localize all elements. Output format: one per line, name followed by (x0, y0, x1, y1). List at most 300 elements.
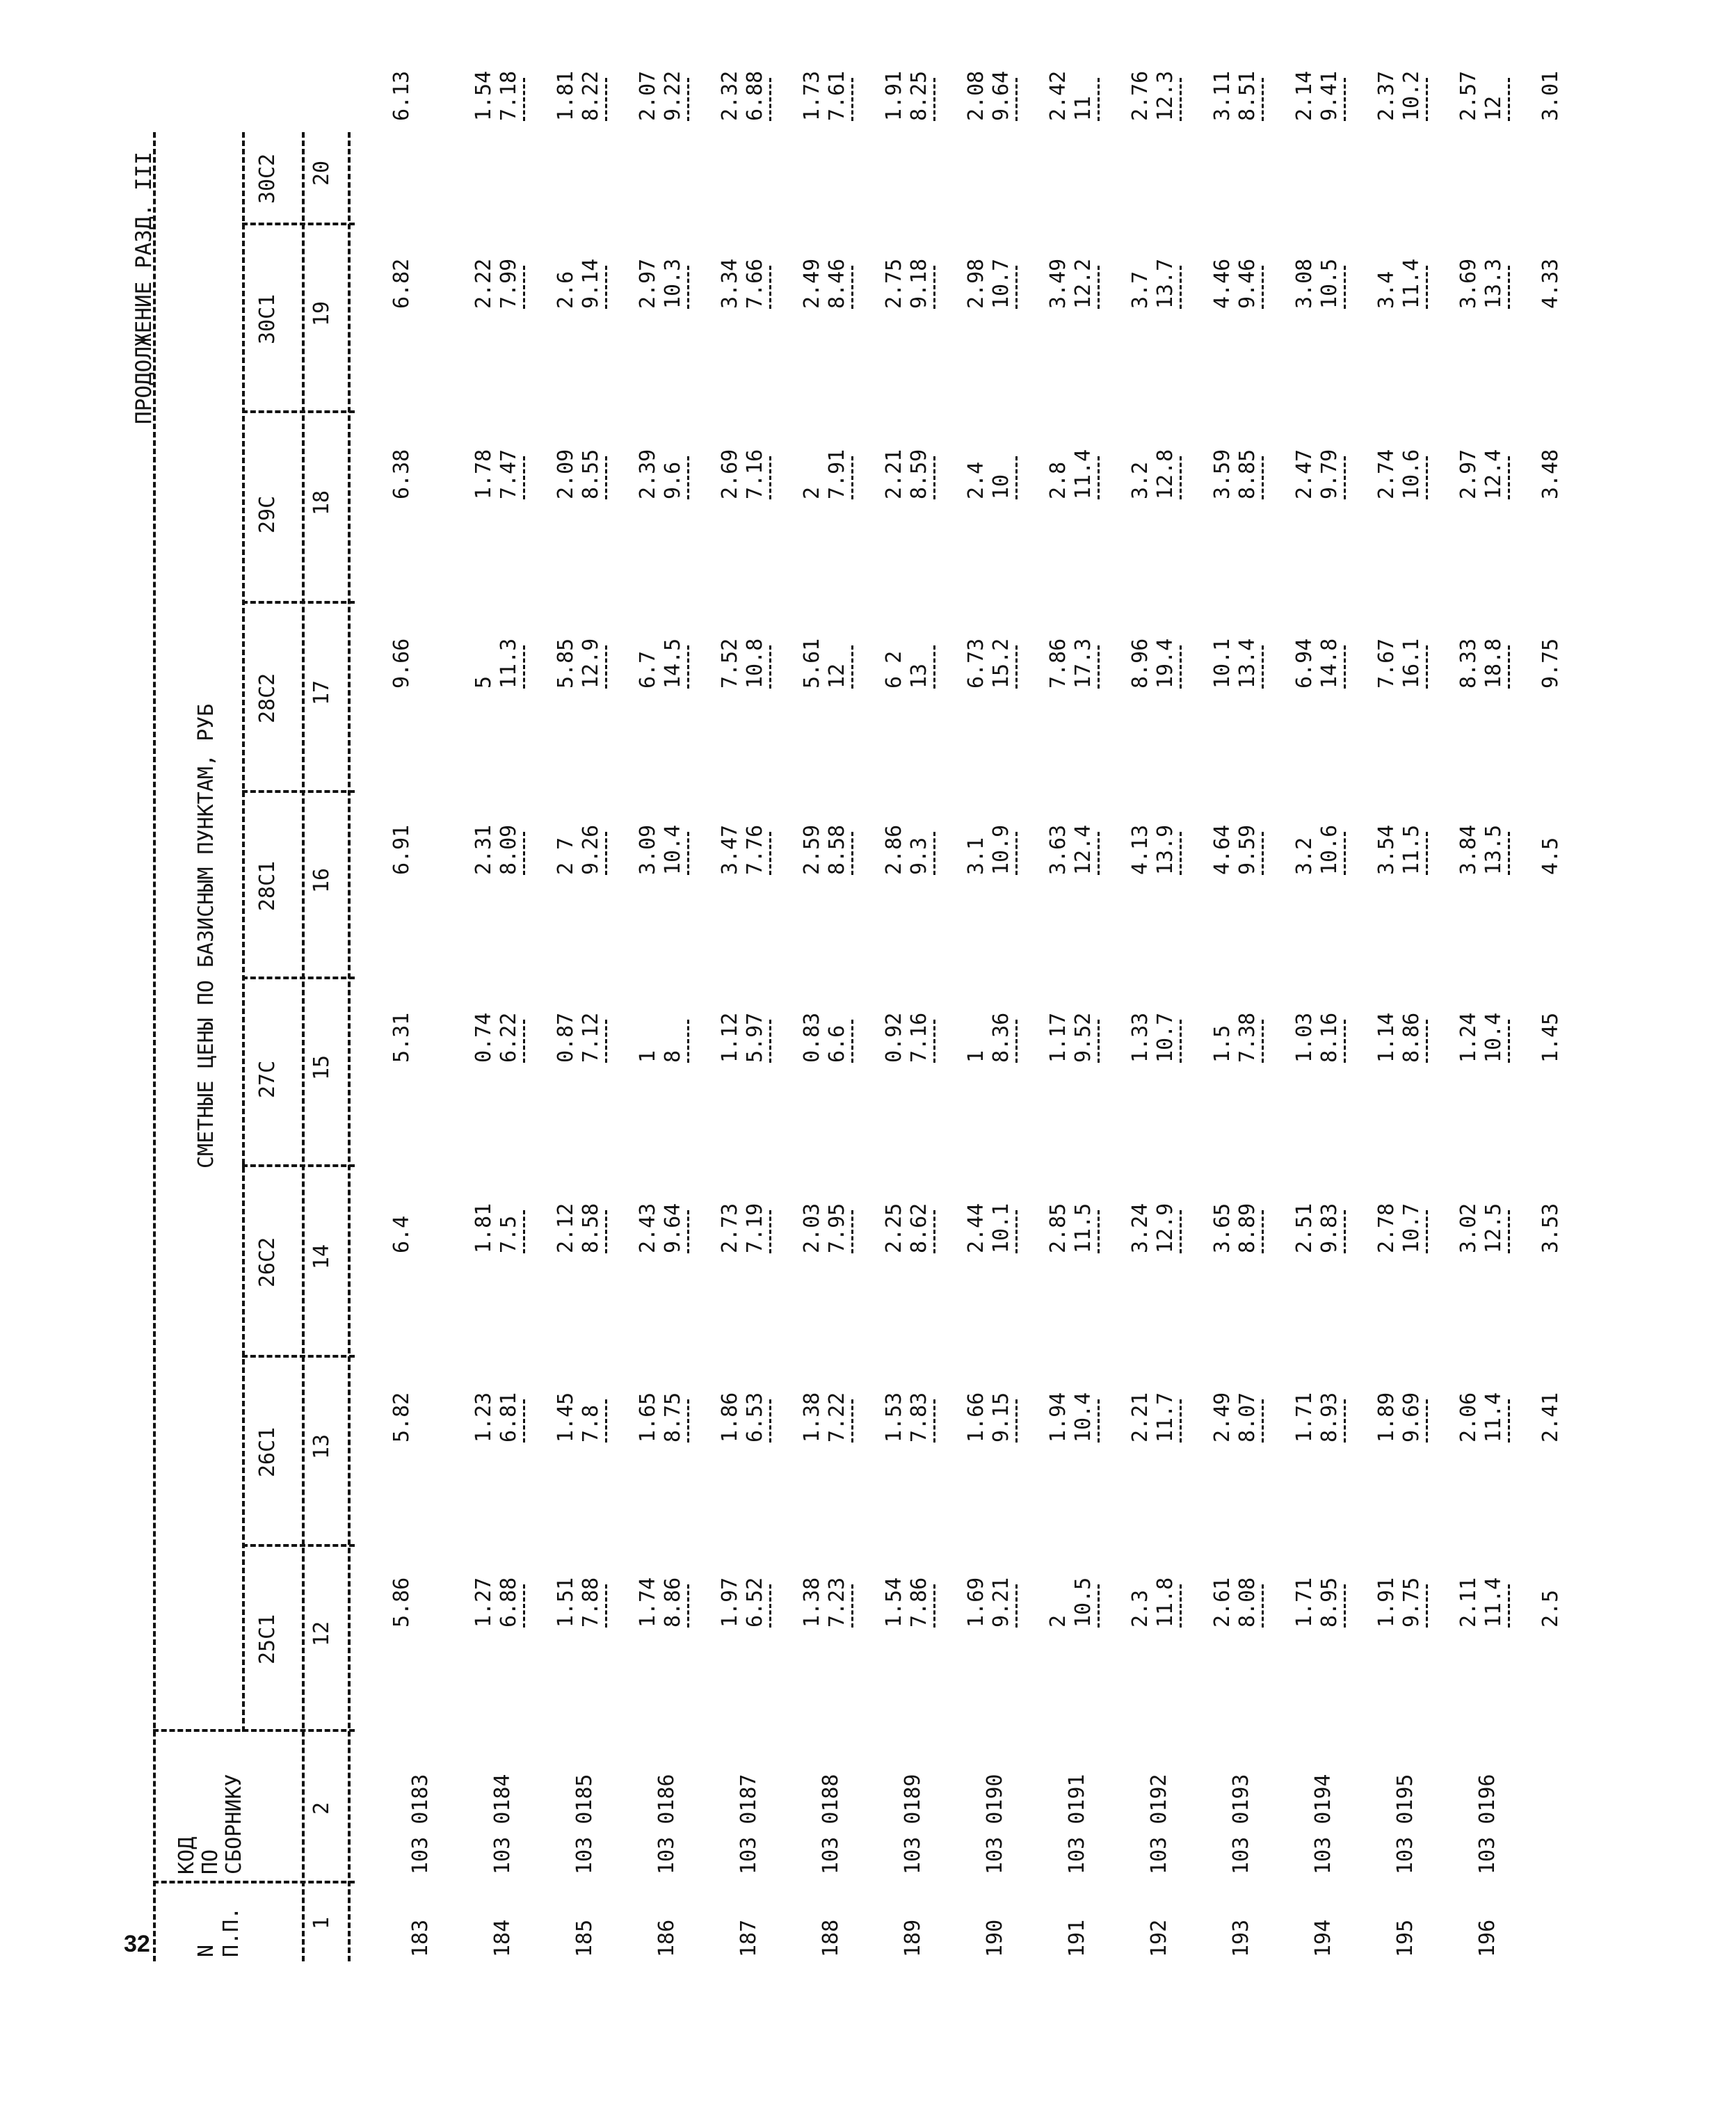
row-separator (1015, 645, 1018, 689)
sep-col (242, 1164, 355, 1167)
price-top: 3.34 (718, 258, 742, 309)
price-bottom: 8.07 (1235, 1392, 1260, 1443)
price-bottom: 8.75 (661, 1392, 685, 1443)
header-column: 28С1 (255, 860, 280, 911)
price-top: 1.89 (1374, 1392, 1399, 1443)
price-top: 0.87 (554, 1012, 578, 1063)
price-top: 3.84 (1456, 824, 1481, 875)
price-cell (1456, 1392, 1512, 1443)
price-bottom: 11.5 (1399, 824, 1424, 875)
price-cell (636, 1392, 691, 1443)
price-value (964, 1203, 1020, 1253)
price-top: 2.73 (718, 1203, 742, 1253)
row-number: 188 (819, 1919, 843, 1957)
price-bottom: 12.9 (579, 638, 603, 689)
row-separator (1344, 645, 1346, 689)
price-value (554, 638, 609, 689)
price-top: 9.66 (389, 638, 414, 689)
row-separator (1344, 1020, 1346, 1063)
price-value (718, 1203, 773, 1253)
price-value (1128, 71, 1184, 121)
row-separator (769, 645, 771, 689)
price-cell (1292, 449, 1348, 499)
row-number: 191 (1065, 1919, 1089, 1957)
row-separator (1344, 456, 1346, 499)
price-value (800, 449, 855, 499)
price-top: 1.91 (882, 70, 906, 121)
row-separator (687, 1020, 689, 1063)
price-bottom: 9.14 (579, 258, 603, 309)
price-value (1128, 449, 1184, 499)
column-number: 19 (310, 300, 334, 326)
price-value (554, 1577, 609, 1628)
price-top: 3.59 (1210, 449, 1235, 499)
price-top: 2.21 (882, 449, 906, 499)
price-cell (1046, 638, 1102, 689)
row-separator (1508, 266, 1510, 309)
price-value (1128, 1392, 1184, 1443)
row-separator (1426, 1020, 1428, 1063)
sep-col (242, 977, 355, 979)
price-cell (472, 449, 527, 499)
price-top: 2.86 (882, 824, 906, 875)
price-bottom: 7.66 (743, 258, 767, 309)
row-separator (1426, 456, 1428, 499)
price-value (964, 1577, 1020, 1628)
price-bottom: 7.76 (743, 824, 767, 875)
price-bottom: 12.2 (1071, 258, 1095, 309)
header-code: СБОРНИКУ (222, 1774, 246, 1874)
price-cell (964, 1577, 1020, 1628)
price-top: 1.23 (472, 1392, 496, 1443)
price-value (718, 1392, 773, 1443)
price-value (800, 259, 855, 309)
price-bottom: 17.3 (1071, 638, 1095, 689)
price-value (1374, 1392, 1430, 1443)
group-rule (242, 132, 245, 1732)
row-separator (769, 1020, 771, 1063)
price-bottom: 11 (1071, 95, 1095, 121)
price-value (882, 449, 938, 499)
price-bottom: 7.83 (907, 1392, 931, 1443)
row-separator (523, 645, 525, 689)
price-value (636, 1392, 691, 1443)
price-cell (1538, 837, 1564, 875)
row-separator (605, 1399, 607, 1443)
row-separator (1015, 78, 1018, 121)
price-bottom: 9.21 (989, 1577, 1013, 1628)
price-top: 1.45 (554, 1392, 578, 1443)
price-cell (800, 1577, 855, 1628)
row-code: 103 0190 (983, 1774, 1007, 1874)
price-bottom: 9.41 (1317, 70, 1342, 121)
price-cell (964, 638, 1020, 689)
price-bottom: 10.4 (1071, 1392, 1095, 1443)
row-number: 184 (490, 1919, 515, 1957)
price-top: 2.69 (718, 449, 742, 499)
price-value (1210, 638, 1266, 689)
price-top: 1 (964, 1050, 988, 1063)
price-value (1456, 1392, 1512, 1443)
price-bottom: 8.51 (1235, 70, 1260, 121)
price-cell (964, 1203, 1020, 1253)
row-separator (933, 1020, 935, 1063)
price-value (1538, 837, 1564, 875)
row-separator (1098, 1020, 1100, 1063)
price-top: 2.11 (1456, 1577, 1481, 1628)
header-npp: П.П. (219, 1906, 243, 1957)
price-value (472, 825, 527, 875)
row-separator (1426, 832, 1428, 875)
price-top: 1.12 (718, 1012, 742, 1063)
price-cell (554, 1392, 609, 1443)
price-top: 5 (472, 675, 496, 689)
price-cell (1210, 1203, 1266, 1253)
price-bottom: 8.95 (1317, 1577, 1342, 1628)
price-cell (1046, 1203, 1102, 1253)
price-cell (472, 825, 527, 875)
row-separator (1344, 78, 1346, 121)
price-value (1046, 638, 1102, 689)
price-cell (389, 638, 415, 689)
row-separator (605, 645, 607, 689)
price-top: 3.1 (964, 837, 988, 875)
price-value (718, 259, 773, 309)
price-top: 1.38 (800, 1392, 824, 1443)
price-value (1538, 638, 1564, 689)
price-top: 2.4 (964, 461, 988, 499)
price-top: 3.7 (1128, 271, 1152, 309)
price-cell (882, 1013, 938, 1063)
price-bottom: 13.9 (1153, 824, 1178, 875)
price-top: 2.57 (1456, 70, 1481, 121)
row-separator (605, 832, 607, 875)
row-code: 103 0188 (819, 1774, 843, 1874)
price-top: 8.33 (1456, 638, 1481, 689)
price-cell (1046, 1392, 1102, 1443)
price-bottom: 10 (989, 474, 1013, 499)
row-number: 187 (737, 1919, 761, 1957)
price-cell (1046, 1013, 1102, 1063)
price-value (800, 825, 855, 875)
row-separator (1262, 832, 1264, 875)
price-value (1210, 825, 1266, 875)
price-value (554, 71, 609, 121)
price-bottom: 7.5 (497, 1215, 521, 1253)
price-top: 1.33 (1128, 1012, 1152, 1063)
price-top: 2.25 (882, 1203, 906, 1253)
price-bottom: 9.69 (1399, 1392, 1424, 1443)
price-bottom: 7.86 (907, 1577, 931, 1628)
column-number: 13 (310, 1433, 334, 1459)
price-top: 0.83 (800, 1012, 824, 1063)
row-separator (769, 1210, 771, 1253)
row-separator (605, 1210, 607, 1253)
price-cell (1456, 638, 1512, 689)
price-cell (636, 71, 691, 121)
sep-col (242, 410, 355, 413)
sep-col (242, 223, 355, 225)
row-separator (769, 266, 771, 309)
price-value (1128, 259, 1184, 309)
price-top: 1.69 (964, 1577, 988, 1628)
price-cell (964, 456, 1020, 499)
price-cell (472, 71, 527, 121)
row-separator (687, 1399, 689, 1443)
price-cell (1292, 259, 1348, 309)
price-bottom: 10.7 (1399, 1203, 1424, 1253)
price-top: 1.14 (1374, 1012, 1399, 1063)
price-top: 2.32 (718, 70, 742, 121)
price-bottom: 19.4 (1153, 638, 1178, 689)
price-value (1456, 1013, 1512, 1063)
price-value (800, 1203, 855, 1253)
price-top: 2.97 (636, 258, 660, 309)
row-separator (769, 78, 771, 121)
price-cell (636, 825, 691, 875)
price-bottom: 11.5 (1071, 1203, 1095, 1253)
column-number: 20 (310, 160, 334, 186)
row-separator (769, 1584, 771, 1628)
row-separator (687, 832, 689, 875)
price-bottom: 9.6 (661, 461, 685, 499)
price-cell (389, 71, 415, 121)
column-number: 17 (310, 680, 334, 705)
price-top: 10.1 (1210, 638, 1235, 689)
price-top: 6.82 (389, 258, 414, 309)
price-top: 1.45 (1538, 1012, 1563, 1063)
row-separator (1508, 1399, 1510, 1443)
price-bottom: 8 (661, 1050, 685, 1063)
price-value (1374, 449, 1430, 499)
row-separator (1262, 1020, 1264, 1063)
price-cell (1292, 1392, 1348, 1443)
price-value (1046, 1013, 1102, 1063)
price-top: 2.09 (554, 449, 578, 499)
price-cell (1128, 449, 1184, 499)
price-bottom: 7.99 (497, 258, 521, 309)
price-value (882, 1203, 938, 1253)
price-value (472, 1013, 527, 1063)
price-bottom: 6.88 (497, 1577, 521, 1628)
price-bottom: 13.4 (1235, 638, 1260, 689)
price-bottom: 11.4 (1071, 449, 1095, 499)
price-cell (882, 1203, 938, 1253)
price-top: 2.41 (1538, 1392, 1563, 1443)
price-value (554, 1013, 609, 1063)
row-separator (1262, 266, 1264, 309)
header-column: 30С2 (255, 153, 280, 204)
row-separator (769, 1399, 771, 1443)
price-value (472, 1577, 527, 1628)
row-number: 190 (983, 1919, 1007, 1957)
price-value (882, 1013, 938, 1063)
row-separator (1180, 1210, 1182, 1253)
price-top: 6.94 (1292, 638, 1317, 689)
header-code: КОД (175, 1836, 199, 1874)
price-top: 1.53 (882, 1392, 906, 1443)
price-top: 2.59 (800, 824, 824, 875)
row-code: 103 0187 (737, 1774, 761, 1874)
price-bottom: 12.5 (1481, 1203, 1506, 1253)
price-cell (554, 1203, 609, 1253)
price-top: 2.37 (1374, 70, 1399, 121)
price-cell (389, 1013, 415, 1063)
price-top: 2.12 (554, 1203, 578, 1253)
price-cell (800, 449, 855, 499)
row-separator (687, 78, 689, 121)
row-separator (523, 1584, 525, 1628)
price-top: 5.82 (389, 1392, 414, 1443)
row-separator (687, 1584, 689, 1628)
row-separator (1508, 1210, 1510, 1253)
price-cell (1456, 1203, 1512, 1253)
row-separator (1344, 266, 1346, 309)
row-separator (1262, 1584, 1264, 1628)
price-top: 2.3 (1128, 1589, 1152, 1628)
price-top: 2.98 (964, 258, 988, 309)
price-top: 2.74 (1374, 449, 1399, 499)
column-number: 12 (310, 1621, 334, 1646)
price-bottom: 7.8 (579, 1404, 603, 1443)
row-separator (1098, 1210, 1100, 1253)
column-number: 14 (310, 1244, 334, 1269)
row-separator (1426, 1584, 1428, 1628)
price-value (964, 638, 1020, 689)
price-value (1292, 1013, 1348, 1063)
price-value (1374, 1013, 1430, 1063)
numbers-rule (348, 132, 351, 1961)
row-separator (1344, 832, 1346, 875)
row-number: 194 (1311, 1919, 1335, 1957)
row-separator (523, 832, 525, 875)
price-value (800, 1392, 855, 1443)
price-cell (1538, 259, 1564, 309)
price-cell (1456, 825, 1512, 875)
price-value (389, 259, 415, 309)
price-top: 2.47 (1292, 449, 1317, 499)
price-cell (472, 1577, 527, 1628)
column-number: 1 (310, 1916, 334, 1929)
row-separator (1180, 645, 1182, 689)
price-bottom: 10.7 (1153, 1012, 1178, 1063)
row-separator (687, 645, 689, 689)
price-cell (554, 259, 609, 309)
price-cell (1128, 1577, 1184, 1628)
price-top: 3.02 (1456, 1203, 1481, 1253)
row-separator (1344, 1399, 1346, 1443)
price-bottom: 14.5 (661, 638, 685, 689)
price-cell (1538, 449, 1564, 499)
price-value (718, 1577, 773, 1628)
price-value (1046, 1203, 1102, 1253)
row-separator (851, 832, 853, 875)
row-separator (933, 456, 935, 499)
price-value (389, 71, 415, 121)
price-value (882, 1577, 938, 1628)
price-cell (882, 449, 938, 499)
price-value (1538, 1392, 1564, 1443)
price-bottom: 11.3 (497, 638, 521, 689)
price-top: 7.67 (1374, 638, 1399, 689)
row-number: 189 (901, 1919, 925, 1957)
price-cell (1456, 1013, 1512, 1063)
price-top: 3.47 (718, 824, 742, 875)
price-cell (389, 1216, 415, 1253)
price-value (1456, 449, 1512, 499)
price-top: 5.61 (800, 638, 824, 689)
price-value (964, 71, 1020, 121)
price-value (1292, 71, 1348, 121)
price-bottom: 10.5 (1071, 1577, 1095, 1628)
row-number: 195 (1393, 1919, 1417, 1957)
price-bottom: 8.36 (989, 1012, 1013, 1063)
row-separator (1098, 645, 1100, 689)
row-separator (605, 1584, 607, 1628)
price-cell (1128, 259, 1184, 309)
price-value (718, 71, 773, 121)
price-cell (1374, 638, 1430, 689)
price-top: 2.8 (1046, 461, 1070, 499)
price-top: 1.73 (800, 70, 824, 121)
price-cell (1210, 638, 1266, 689)
price-cell (1292, 1577, 1348, 1628)
row-number: 185 (572, 1919, 597, 1957)
price-value (554, 825, 609, 875)
price-value (1046, 449, 1102, 499)
price-cell (1128, 1392, 1184, 1443)
price-top: 2.22 (472, 258, 496, 309)
price-value (1210, 1577, 1266, 1628)
row-code: 103 0184 (490, 1774, 515, 1874)
price-value (472, 1392, 527, 1443)
price-value (1292, 449, 1348, 499)
row-separator (687, 266, 689, 309)
page-number: 32 (124, 1931, 150, 1957)
row-code: 103 0192 (1147, 1774, 1171, 1874)
price-cell (1210, 825, 1266, 875)
price-bottom: 8.09 (497, 824, 521, 875)
price-cell (636, 638, 691, 689)
price-bottom: 6.53 (743, 1392, 767, 1443)
column-number: 2 (310, 1801, 334, 1815)
price-cell (1292, 1203, 1348, 1253)
price-bottom: 11.4 (1481, 1577, 1506, 1628)
price-top: 3.49 (1046, 258, 1070, 309)
row-separator (1508, 832, 1510, 875)
price-cell (1538, 638, 1564, 689)
price-bottom: 13.5 (1481, 824, 1506, 875)
continuation-label: ПРОДОЛЖЕНИЕ РАЗД. III (131, 152, 156, 424)
price-cell (1456, 1577, 1512, 1628)
price-top: 1.27 (472, 1577, 496, 1628)
price-cell (1210, 1392, 1266, 1443)
price-cell (1292, 825, 1348, 875)
price-top: 2.42 (1046, 70, 1070, 121)
price-cell (1128, 638, 1184, 689)
row-separator (1098, 832, 1100, 875)
row-separator (1098, 266, 1100, 309)
price-top: 3.2 (1292, 837, 1317, 875)
price-bottom: 9.64 (661, 1203, 685, 1253)
price-bottom: 6.6 (825, 1025, 849, 1063)
price-bottom: 10.1 (989, 1203, 1013, 1253)
price-top: 1.94 (1046, 1392, 1070, 1443)
price-cell (1210, 1577, 1266, 1628)
price-cell (1374, 259, 1430, 309)
price-top: 2.5 (1538, 1589, 1563, 1628)
price-value (636, 71, 691, 121)
